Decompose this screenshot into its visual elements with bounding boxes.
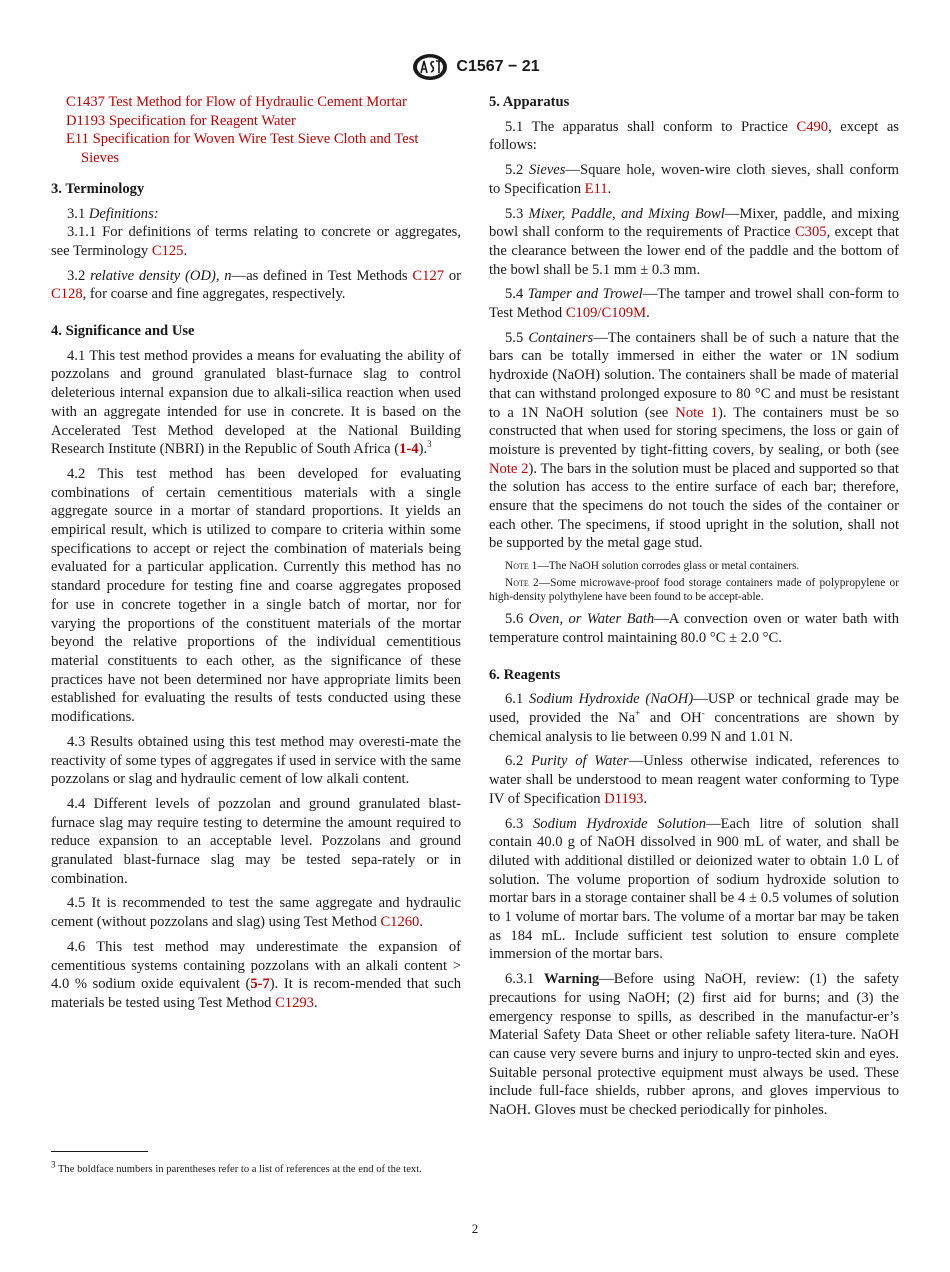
paragraph-3-2: 3.2 relative density (OD), n—as defined in Test Methods C127 or C128, for coarse and fine aggregates, respectively.	[51, 267, 462, 303]
paragraph-4-6: 4.6 This test method may underestimate the expansion of cementitious systems containing pozzolans with an alkali content > 4.0 % sodium oxide equivalent (5-7). It is recom-mended that such materials be tested using Test Method C1293.	[51, 938, 461, 1011]
page-header	[0, 52, 950, 82]
note-1: Note 1—The NaOH solution corrodes glass or metal containers.	[505, 560, 800, 573]
reference-item-continuation	[51, 149, 461, 168]
note-2: Note 2—Some microwave-proof food storage containers made of polypropylene or high-density polythylene have been found to be accept-able.	[489, 577, 899, 604]
reference-link[interactable]: E11	[66, 131, 89, 148]
reference-item	[51, 112, 461, 131]
reference-link[interactable]: C305	[794, 224, 827, 241]
paragraph-5-6: 5.6 Oven, or Water Bath—A convection oven or water bath with temperature control maintaining 80.0 °C ± 2.0 °C.	[489, 611, 900, 646]
reference-link[interactable]: C128	[51, 286, 83, 303]
section-heading-significance: 4. Significance and Use	[51, 323, 195, 340]
astm-logo-icon	[410, 52, 450, 82]
paragraph-3-1-1: 3.1.1 For definitions of terms relating to concrete or aggregates, see Terminology C125.	[51, 224, 461, 259]
reference-item	[51, 93, 461, 112]
paragraph-3-1: 3.1 Definitions:	[67, 205, 159, 222]
paragraph-6-3: 6.3 Sodium Hydroxide Solution—Each litre of solution shall contain 40.0 g of NaOH dissolved in 900 mL of water, and shall be diluted with additional distilled or deionized water to obtain 1.0 L of solution. The volume proportion of sodium hydroxide solution to mortar bars in a storage container shall be 4 ± 0.5 volumes of solution to 1 volume of mortar bars. The volume of a mortar bar may be taken as 184 mL. Include sufficient test solution to ensure complete immersion of the mortar bars.	[489, 815, 900, 963]
section-heading-apparatus: 5. Apparatus	[489, 94, 570, 110]
reference-link[interactable]: Note 1	[675, 404, 718, 421]
paragraph-4-4: 4.4 Different levels of pozzolan and ground granulated blast-furnace slag may require testing to determine the amount required to reduce expansion to an acceptable level. Pozzolans and ground granulated blast-furnace slag may be tested sepa-rately or in combination.	[51, 795, 461, 887]
reference-title[interactable]: Test Method for Flow of Hydraulic Cement Mortar	[108, 94, 407, 110]
footnote-marker: 3	[427, 439, 432, 450]
paragraph-5-5: 5.5 Containers—The containers shall be of such a nature that the bars can be totally immersed in either the water or 1N sodium hydroxide (NaOH) solution. The containers shall be made of material that can withstand prolonged exposure to 80 °C and must be resistant to a 1N NaOH solution (see Note 1). The containers must be so constructed that when used for storing specimens, the loss or gain of moisture is prevented by tight-fitting covers, by sealing, or both (see Note 2). The bars in the solution must be placed and supported so that the solution has access to the entire surface of each bar; therefore, ensure that the specimens do not touch the sides of the container or each other. The specimens, if stood upright in the solution, shall not be supported by the metal gage stud.	[489, 329, 900, 552]
paragraph-6-1: 6.1 Sodium Hydroxide (NaOH)—USP or technical grade may be used, provided the Na+ and OH- concentrations are shown by chemical analysis to lie between 0.99 N and 1.01 N.	[489, 691, 900, 745]
right-column	[489, 93, 899, 1126]
footnote-divider	[51, 1151, 148, 1152]
paragraph-6-2: 6.2 Purity of Water—Unless otherwise indicated, references to water shall be understood to mean reagent water conforming to Type IV of Specification D1193.	[489, 753, 900, 807]
reference-title[interactable]: Specification for Reagent Water	[108, 112, 296, 129]
paragraph-5-3: 5.3 Mixer, Paddle, and Mixing Bowl—Mixer, paddle, and mixing bowl shall conform to the requirements of Practice C305, except that the clearance between the lower end of the paddle and the bottom of the bowl shall be 5.1 mm ± 0.3 mm.	[489, 205, 900, 278]
reference-link[interactable]: C127	[412, 267, 445, 284]
page-number: 2	[471, 1221, 479, 1236]
paragraph-5-1: 5.1 The apparatus shall conform to Practice C490, except as follows:	[489, 118, 899, 154]
reference-link[interactable]: C1260	[380, 914, 420, 931]
footnote: $^3$ The boldface numbers in parentheses refer to a list of references at the end of the text.	[51, 1159, 422, 1175]
document-id: C1567 − 21	[456, 58, 540, 75]
paragraph-4-1: 4.1 This test method provides a means for evaluating the ability of pozzolans and ground granulated blast-furnace slag to control deleterious internal expansion due to alkali-silica reaction when used with an aggregate intended for use in concrete. It is based on the Accelerated Test Method developed at the National Building Research Institute (NBRI) in the Republic of South Africa (1-4).$^3$	[51, 347, 461, 458]
paragraph-4-2: 4.2 This test method has been developed for evaluating combinations of certain cementitious materials with a single aggregate source in a mortar of standard proportions. It yields an empirical result, which is utilized to compare to criteria within some specifications to accept or reject the combination of materials being evaluated for a particular application. Currently this method has no standard procedure for testing fine and coarse aggregates proposed for use in concrete together in a single batch of mortar, nor for varying the proportions of the constituent materials of the mortar beyond the relative proportions of the individual cementitious material constituents to each other, as the significance of these practices have not been determined nor have appropriate limits been established for evaluating the results of tests conducted using these modifications.	[51, 465, 461, 726]
reference-link[interactable]: C1437	[66, 94, 105, 110]
section-heading-reagents: 6. Reagents	[489, 666, 561, 683]
reference-link[interactable]: D1193	[66, 112, 106, 129]
reference-link[interactable]: C490	[796, 118, 829, 135]
reference-link[interactable]: Note 2	[489, 460, 529, 477]
reference-link[interactable]: C1293	[275, 994, 314, 1011]
section-heading-terminology: 3. Terminology	[51, 180, 145, 197]
paragraph-6-3-1: 6.3.1 Warning—Before using NaOH, review: (1) the safety precautions for using NaOH; (2) first aid for burns; and (3) the emergency response to spills, as described in the manufactur-er’s Material Safety Data Sheet or other reliable safety litera-ture. NaOH can cause very severe burns and injury to unpro-tected skin and eyes. Suitable personal protective equipment must always be used. These include full-face shields, rubber aprons, and gloves impervious to NaOH. Gloves must be checked periodically for pinholes.	[489, 971, 899, 1119]
reference-item	[51, 130, 461, 149]
reference-link[interactable]: E11	[584, 180, 608, 197]
reference-link[interactable]: 1-4	[399, 441, 419, 458]
left-column	[51, 93, 461, 1019]
paragraph-4-3: 4.3 Results obtained using this test method may overesti-mate the reactivity of some types of aggregates if used in service with the same pozzolans or slag and hydraulic cement of low alkali content.	[51, 733, 461, 788]
paragraph-5-4: 5.4 Tamper and Trowel—The tamper and trowel shall con-form to Test Method C109/C109M.	[489, 286, 899, 322]
reference-link[interactable]: 5-7	[250, 976, 270, 993]
paragraph-5-2: 5.2 Sieves—Square hole, woven-wire cloth sieves, shall conform to Specification E11.	[489, 162, 899, 197]
paragraph-4-5: 4.5 It is recommended to test the same aggregate and hydraulic cement (without pozzolans and slag) using Test Method C1260.	[51, 895, 461, 931]
reference-title[interactable]: Sieves	[81, 150, 120, 167]
reference-title[interactable]: Specification for Woven Wire Test Sieve Cloth and Test	[92, 131, 419, 148]
reference-link[interactable]: C125	[151, 242, 184, 259]
reference-link[interactable]: C109/C109M	[565, 305, 647, 322]
reference-link[interactable]: D1193	[604, 790, 644, 807]
